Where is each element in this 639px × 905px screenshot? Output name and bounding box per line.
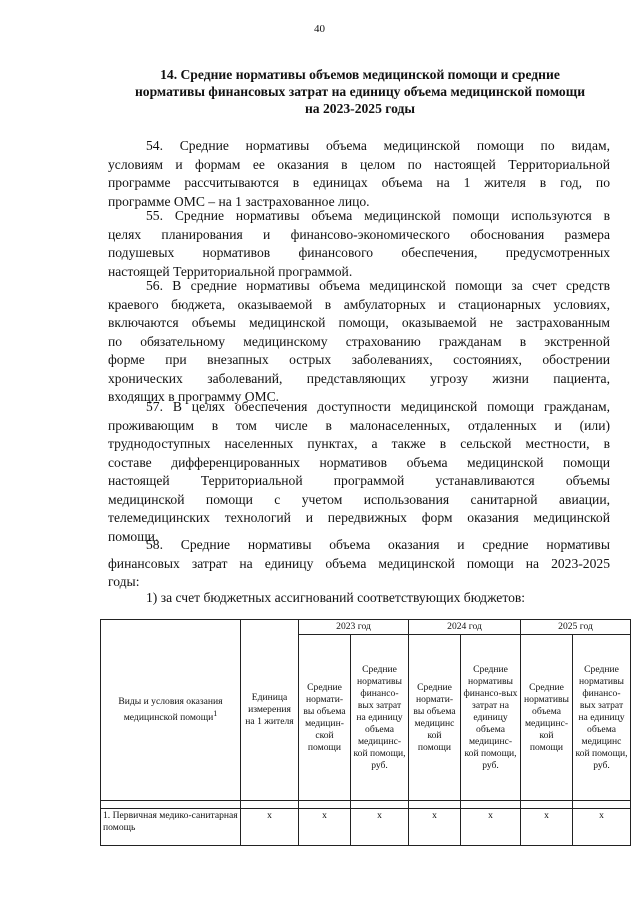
text-line: включаются объемы медицинской помощи, оказываемой не застрахованным <box>108 315 610 330</box>
heading-line: 14. Средние нормативы объемов медицинской помощи и средние <box>160 67 560 82</box>
text-line: краевого бюджета, оказываемой в амбулаторных и стационарных условиях, <box>108 296 610 312</box>
text-line: хронических заболеваний, представляющих угрозу жизни пациента, <box>108 370 610 386</box>
header-year-2025: 2025 год <box>521 620 631 635</box>
text-line: настоящей Территориальной программой устанавливаются объемы <box>108 473 610 488</box>
text-line: программе рассчитываются в единицах объема на 1 жителя в год, по <box>108 175 610 190</box>
text-line: медицинской помощи с учетом использования санитарной авиации, <box>108 491 610 507</box>
header-volume-2024: Средние нормати-вы объема медицинс кой помощи <box>409 635 461 801</box>
norms-table <box>100 619 630 846</box>
header-type: Виды и условия оказания медицинской помощи$^1$ <box>101 620 241 801</box>
text-line: по обязательному медицинскому страхованию гражданам в экстренной <box>108 333 610 349</box>
text-line: составе дифференцированных нормативов объема медицинской помощи <box>108 454 610 470</box>
header-cost-2023: Средние нормативы финансо-вых затрат на единицу объема медицинс-кой помощи, руб. <box>351 635 409 801</box>
paragraph-54 <box>108 137 610 211</box>
header-year-2024: 2024 год <box>409 620 521 635</box>
row-label: 1. Первичная медико-санитарная помощь <box>101 809 241 846</box>
heading-line: на 2023-2025 годы <box>304 101 416 116</box>
page-number: 40 <box>314 23 325 35</box>
footnote-marker: 1 <box>213 708 218 718</box>
header-cost-2025: Средние нормативы финансо-вых затрат на единицу объема медицинс кой помощи, руб. <box>573 635 631 801</box>
table-cell: x <box>241 809 299 846</box>
text-line: условиям и формам ее оказания в целом по настоящей Территориальной <box>108 156 610 172</box>
header-volume-2025: Средние нормативы объема медицинс-кой помощи <box>521 635 573 801</box>
text-line: форме при внезапных острых заболеваниях, состояниях, обострении <box>108 352 610 367</box>
header-volume-2023: Средние нормати-вы объема медицин-ской помощи <box>299 635 351 801</box>
table-cell: x <box>351 809 409 846</box>
text-line: входящих в программу ОМС. <box>108 389 280 404</box>
text-line: 57. В целях обеспечения доступности медицинской помощи гражданам, <box>146 399 610 414</box>
table-cell: x <box>573 809 631 846</box>
paragraph-58 <box>108 536 610 592</box>
paragraph-56 <box>108 277 610 407</box>
text-line: целях планирования и финансово-экономического обоснования размера <box>108 226 610 242</box>
table-cell: x <box>461 809 521 846</box>
paragraph-58-1 <box>108 589 610 608</box>
text-line: годы: <box>108 574 140 589</box>
text-line: 55. Средние нормативы объема медицинской помощи используются в <box>146 208 610 223</box>
text-line: финансовых затрат на единицу объема медицинской помощи на 2023-2025 <box>108 555 610 571</box>
text-line: 1) за счет бюджетных ассигнований соответствующих бюджетов: <box>146 590 526 605</box>
text-line: труднодоступных населенных пунктах, а также в сельской местности, в <box>108 436 610 451</box>
paragraph-57 <box>108 398 610 546</box>
text-line: настоящей Территориальной программой. <box>108 263 353 279</box>
text-line: помощи. <box>108 528 159 544</box>
section-heading <box>100 66 620 117</box>
header-year-2023: 2023 год <box>299 620 409 635</box>
table-cell: x <box>299 809 351 846</box>
text-line: программе ОМС – на 1 застрахованное лицо. <box>108 193 370 209</box>
spacer-row <box>101 801 631 809</box>
heading-line: нормативы финансовых затрат на единицу объема медицинской помощи <box>134 84 586 99</box>
table-cell: x <box>521 809 573 846</box>
text-line: проживающим в том числе в малонаселенных, отдаленных и (или) <box>108 417 610 433</box>
text-line: 56. В средние нормативы объема медицинской помощи за счет средств <box>146 278 610 293</box>
table-cell: x <box>409 809 461 846</box>
text-line: телемедицинских технологий и передвижных форм оказания медицинской <box>108 510 610 525</box>
text-line: 54. Средние нормативы объема медицинской помощи по видам, <box>146 138 610 153</box>
table-row <box>101 809 631 846</box>
text-line: 58. Средние нормативы объема оказания и средние нормативы <box>146 537 610 552</box>
paragraph-55 <box>108 207 610 281</box>
text-line: подушевых нормативов финансового обеспечения, предусмотренных <box>108 245 610 260</box>
header-cost-2024: Средние нормативы финансо-вых затрат на единицу объема медицинс-кой помощи, руб. <box>461 635 521 801</box>
header-unit: Единица измерения на 1 жителя <box>241 620 299 801</box>
